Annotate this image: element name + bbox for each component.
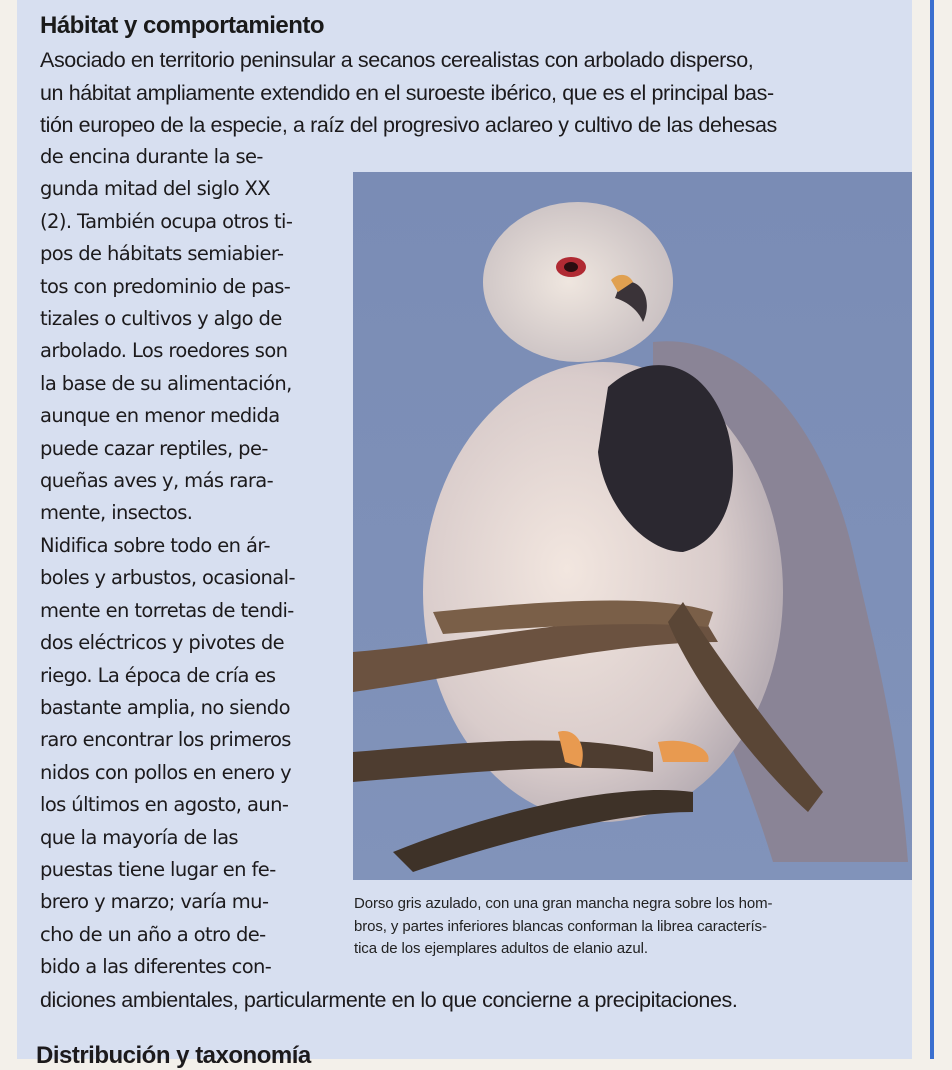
closing-line: diciones ambientales, particularmente en lo que concierne a precipitaciones. xyxy=(40,988,738,1012)
text-line: bido a las diferentes con- xyxy=(40,955,272,979)
text-line: bastante amplia, no siendo xyxy=(40,695,290,719)
text-line: arbolado. Los roedores son xyxy=(40,339,288,363)
text-line: raro encontrar los primeros xyxy=(40,728,291,752)
bird-illustration-icon xyxy=(353,172,912,880)
text-line: gunda mitad del siglo XX xyxy=(40,177,271,201)
kite-photo xyxy=(353,172,912,880)
text-line: mente en torretas de tendi- xyxy=(40,598,294,622)
photo-caption xyxy=(354,893,904,961)
text-line: los últimos en agosto, aun- xyxy=(40,793,289,817)
lead-paragraph xyxy=(40,44,900,142)
text-line: dos eléctricos y pivotes de xyxy=(40,631,285,655)
text-line: cho de un año a otro de- xyxy=(40,922,266,946)
text-line: mente, insectos. xyxy=(40,501,193,525)
text-line: riego. La época de cría es xyxy=(40,663,276,687)
text-line: pos de hábitats semiabier- xyxy=(40,242,284,266)
caption-line: tica de los ejemplares adultos de elanio azul. xyxy=(354,940,648,957)
text-line: la base de su alimentación, xyxy=(40,371,292,395)
body-column xyxy=(40,141,340,984)
margin-rule xyxy=(930,0,934,1059)
next-section-heading: Distribución y taxonomía xyxy=(36,1042,311,1069)
text-line: Asociado en territorio peninsular a secanos cerealistas con arbolado disperso, xyxy=(40,48,754,72)
text-line: tos con predominio de pas- xyxy=(40,274,291,298)
text-line: que la mayoría de las xyxy=(40,825,238,849)
text-line: tizales o cultivos y algo de xyxy=(40,307,282,331)
text-line: de encina durante la se- xyxy=(40,145,263,168)
text-line: puestas tiene lugar en fe- xyxy=(40,857,276,881)
text-line: tión europeo de la especie, a raíz del progresivo aclareo y cultivo de las dehesas xyxy=(40,113,777,137)
section-heading: Hábitat y comportamiento xyxy=(40,12,325,39)
text-line: (2). También ocupa otros ti- xyxy=(40,209,293,233)
text-line: un hábitat ampliamente extendido en el suroeste ibérico, que es el principal bas- xyxy=(40,80,774,105)
text-line: nidos con pollos en enero y xyxy=(40,760,292,784)
text-line: puede cazar reptiles, pe- xyxy=(40,436,268,460)
caption-line: Dorso gris azulado, con una gran mancha negra sobre los hom- xyxy=(354,895,773,912)
text-line: boles y arbustos, ocasional- xyxy=(40,566,295,590)
text-line: Nidifica sobre todo en ár- xyxy=(40,533,270,557)
text-line: queñas aves y, más rara- xyxy=(40,469,274,493)
caption-line: bros, y partes inferiores blancas conforman la librea caracterís- xyxy=(354,917,767,935)
text-line: brero y marzo; varía mu- xyxy=(40,890,269,914)
text-line: aunque en menor medida xyxy=(40,404,280,428)
